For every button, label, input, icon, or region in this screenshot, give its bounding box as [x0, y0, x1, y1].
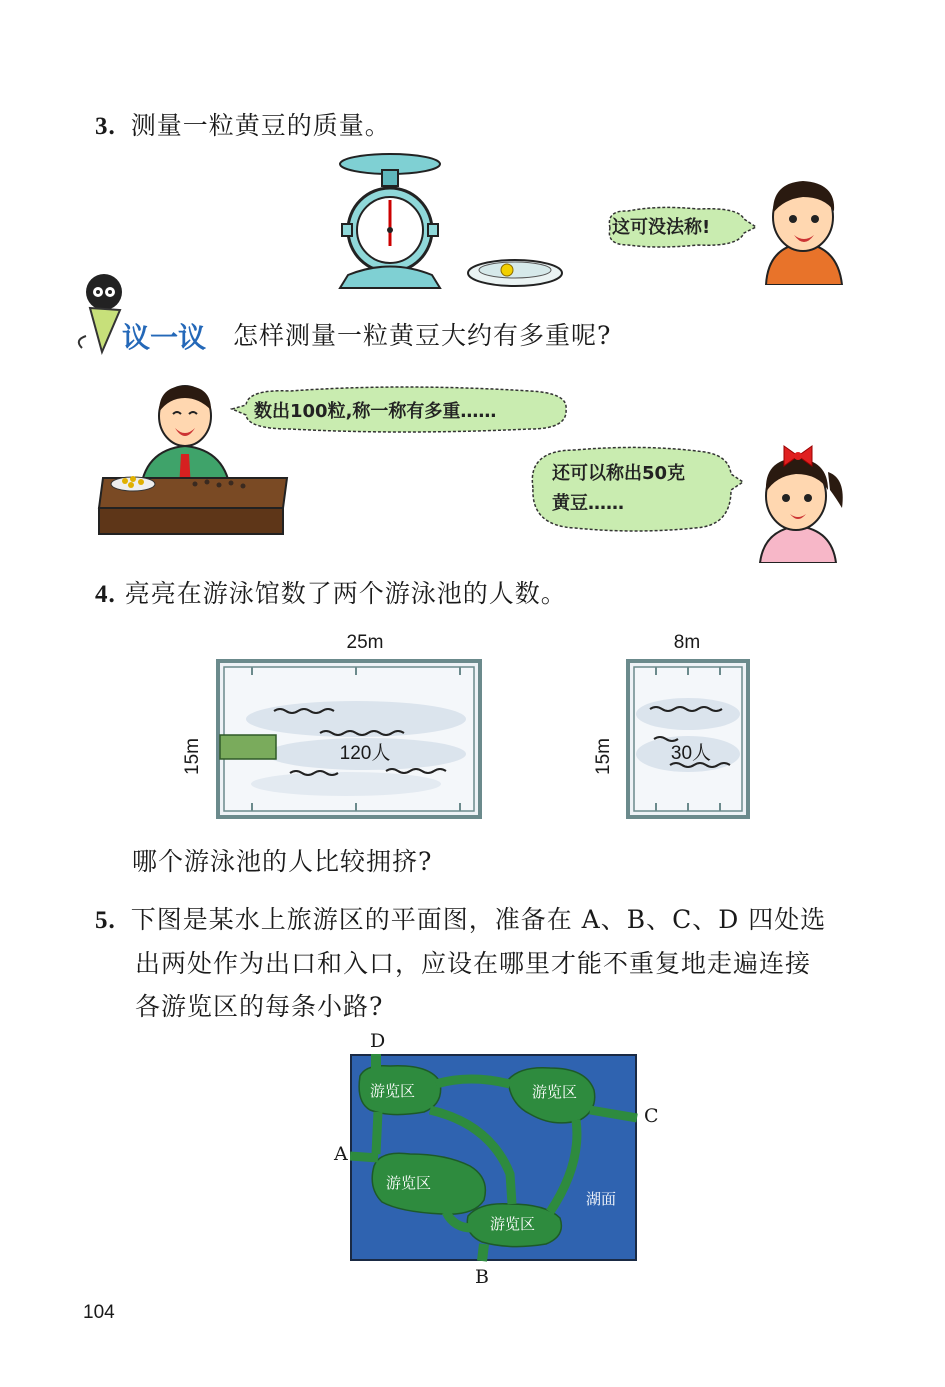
map-point-c: C — [644, 1105, 659, 1127]
question-number: 5. — [95, 907, 116, 934]
map-point-a: A — [334, 1143, 348, 1165]
question-3 — [95, 104, 391, 148]
boy-speech-text: 这可没法称! — [612, 217, 711, 238]
pool-2-width-label: 8m — [673, 632, 701, 653]
question-text-line-1: 下图是某水上旅游区的平面图，准备在 A、B、C、D 四处选 — [130, 905, 827, 934]
speech-bubble-1-text: 数出100粒,称一称有多重…… — [254, 401, 497, 422]
speech-bubble-2-line-2: 黄豆…… — [552, 493, 624, 514]
discuss-question: 怎样测量一粒黄豆大约有多重呢? — [233, 321, 612, 350]
question-text: 测量一粒黄豆的质量。 — [130, 111, 391, 140]
map-area-label-top-left: 游览区 — [370, 1082, 416, 1100]
page-number: 104 — [83, 1302, 115, 1323]
question-4 — [95, 572, 567, 616]
map-point-b: B — [475, 1266, 489, 1288]
girl-avatar — [748, 438, 848, 563]
map-point-d: D — [370, 1030, 386, 1052]
discuss-label: 议一议 — [122, 321, 207, 354]
question-text-line-3: 各游览区的每条小路? — [135, 992, 384, 1021]
pool-1-height-label: 15m — [182, 738, 203, 775]
boy-avatar — [758, 175, 848, 285]
map-area-label-top-right: 游览区 — [532, 1083, 578, 1101]
speech-bubble-2-text — [552, 459, 685, 519]
map-area-label-left: 游览区 — [386, 1174, 432, 1192]
question-5 — [95, 898, 826, 1028]
pool-1-people-label: 120人 — [339, 743, 391, 764]
question-text-line-2: 出两处作为出口和入口，应设在哪里才能不重复地走遍连接 — [135, 949, 812, 978]
question-number: 4. — [95, 581, 116, 608]
speech-bubble-2-line-1: 还可以称出50克 — [552, 463, 686, 484]
scale-illustration — [330, 150, 450, 300]
question-text: 亮亮在游泳馆数了两个游泳池的人数。 — [124, 579, 567, 608]
pool-1-width-label: 25m — [346, 632, 384, 653]
question-number: 3. — [95, 113, 116, 140]
pool-2-people-label: 30人 — [670, 743, 712, 764]
pool-2-height-label: 15m — [593, 738, 614, 775]
map-area-label-bottom: 游览区 — [490, 1215, 536, 1233]
dish-with-bean — [465, 255, 565, 295]
question-4-ask: 哪个游泳池的人比较拥挤? — [132, 847, 433, 876]
map-lake-label: 湖面 — [586, 1190, 617, 1208]
